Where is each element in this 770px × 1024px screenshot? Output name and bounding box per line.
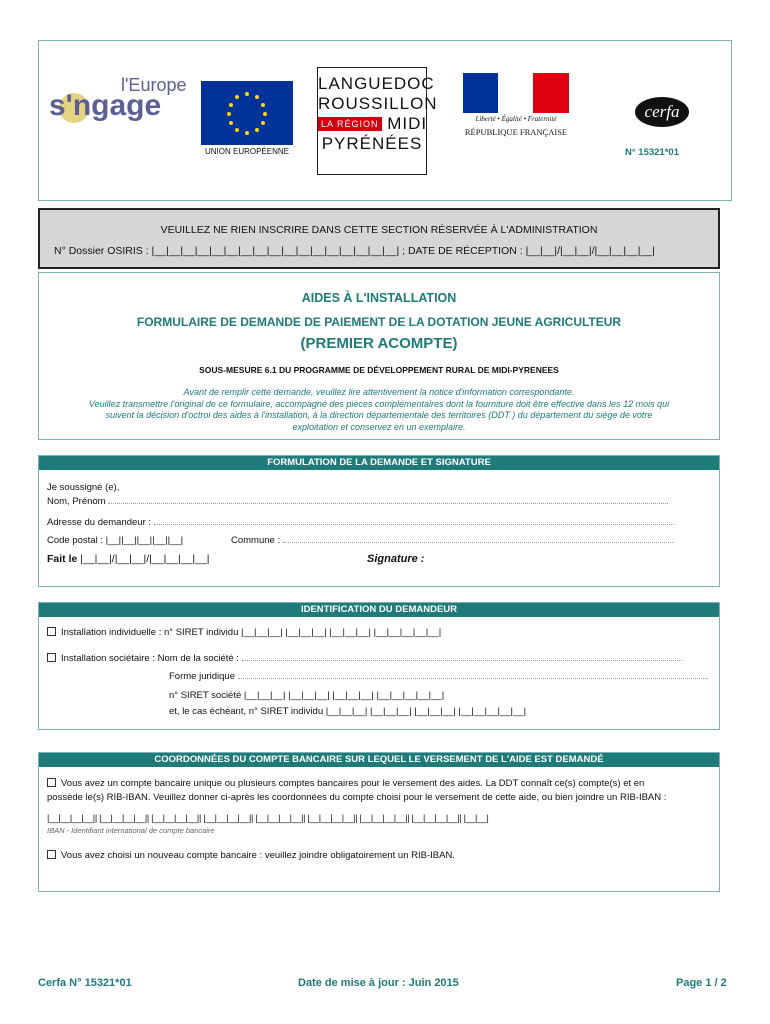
nom-field[interactable]: Nom, Prénom bbox=[47, 496, 668, 507]
bank-option-existing[interactable]: Vous avez un compte bancaire unique ou plusieurs comptes bancaires pour le versement des aides. La DDT connaît ce(s) compte(s) et en bbox=[47, 778, 644, 789]
code-postal-field[interactable]: Code postal : |__||__||__||__||__| bbox=[47, 535, 184, 546]
adresse-field[interactable]: Adresse du demandeur : bbox=[47, 517, 674, 528]
individuelle-checkbox[interactable] bbox=[47, 627, 56, 636]
new-account-checkbox[interactable] bbox=[47, 850, 56, 859]
identification-heading: IDENTIFICATION DU DEMANDEUR bbox=[39, 603, 719, 617]
eu-label: UNION EUROPÉENNE bbox=[204, 147, 289, 156]
societaire-checkbox[interactable] bbox=[47, 653, 56, 662]
forme-juridique-field[interactable]: Forme juridique bbox=[169, 671, 708, 682]
subtitle-mesure: SOUS-MESURE 6.1 DU PROGRAMME DE DÉVELOPPEMENT RURAL DE MIDI-PYRENEES bbox=[199, 365, 559, 375]
cerfa-number: N° 15321*01 bbox=[625, 147, 679, 158]
commune-field[interactable]: Commune : bbox=[231, 535, 673, 546]
footer-cerfa: Cerfa N° 15321*01 bbox=[38, 977, 132, 989]
bank-section bbox=[38, 752, 720, 892]
republique-logo bbox=[457, 73, 575, 143]
footer-page: Page 1 / 2 bbox=[676, 977, 727, 989]
notice-line: Avant de remplir cette demande, veuillez lire attentivement la notice d'information correspondante. bbox=[183, 387, 575, 397]
bank-option-new[interactable]: Vous avez choisi un nouveau compte bancaire : veuillez joindre obligatoirement un RIB-IBAN. bbox=[47, 850, 455, 861]
title-box bbox=[38, 272, 720, 440]
formulation-section bbox=[38, 455, 720, 587]
logos-frame bbox=[38, 40, 732, 201]
region-line-2: ROUSSILLON bbox=[318, 94, 438, 113]
region-logo bbox=[317, 67, 438, 175]
region-badge: LA RÉGION bbox=[318, 117, 382, 131]
title-aides: AIDES À L'INSTALLATION bbox=[301, 291, 457, 305]
iban-caption: IBAN - Identifiant international de compte bancaire bbox=[47, 826, 215, 835]
title-acompte: (PREMIER ACOMPTE) bbox=[300, 335, 458, 352]
individuelle-option[interactable]: Installation individuelle : n° SIRET individu |__|__|__| |__|__|__| |__|__|__| |__|__|__|__|__| bbox=[47, 627, 441, 638]
bank-option-existing-cont: possède le(s) RIB-IBAN. Veuillez donner ci-après les coordonnées du compte choisi pour le versement de cette aide, ou bien joindre un RIB-IBAN : bbox=[47, 792, 667, 803]
notice-line: exploitation et conservez en un exemplaire. bbox=[292, 421, 466, 432]
europe-sengage-top: l'Europe bbox=[121, 75, 187, 95]
marianne-icon bbox=[463, 73, 569, 113]
admin-dossier-fields[interactable]: N° Dossier OSIRIS : |__|__|__|__|__|__|__|__|__|__|__|__|__|__|__|__|__| ; DATE DE RÉCEPTION : |__|__|/|__|__|/|__|__|__|__| bbox=[54, 245, 655, 257]
siret-individu-field[interactable]: et, le cas échéant, n° SIRET individu |__|__|__| |__|__|__| |__|__|__| |__|__|__|__|__| bbox=[169, 706, 527, 717]
region-line-3: LA RÉGION MIDI bbox=[318, 114, 426, 134]
bank-heading: COORDONNÉES DU COMPTE BANCAIRE SUR LEQUEL LE VERSEMENT DE L'AIDE EST DEMANDÉ bbox=[39, 753, 719, 767]
societaire-option[interactable]: Installation sociétaire : Nom de la société : bbox=[47, 653, 682, 664]
notice-line: suivent la décision d'octroi des aides à l'installation, à la direction départementale des territoires (DDT ) du département du siège de votre bbox=[105, 410, 653, 420]
notice-text bbox=[45, 387, 713, 433]
eu-flag-logo bbox=[201, 81, 293, 145]
region-line-1: LANGUEDOC bbox=[318, 74, 435, 93]
iban-field[interactable]: |__|__|__|__|| |__|__|__|__|| |__|__|__|__|| |__|__|__|__|| |__|__|__|__|| |__|__|__|__|| |__|__|__|__|| |__|__|__|__|| |__|__| bbox=[47, 813, 489, 823]
siret-societe-field[interactable]: n° SIRET société |__|__|__| |__|__|__| |__|__|__| |__|__|__|__|__| bbox=[169, 690, 445, 701]
region-line-4: PYRÉNÉES bbox=[321, 134, 423, 153]
eu-stars-icon bbox=[201, 81, 293, 145]
admin-section bbox=[38, 208, 720, 269]
republic-name: RÉPUBLIQUE FRANÇAISE bbox=[464, 127, 568, 137]
fait-le-field[interactable]: Fait le |__|__|/|__|__|/|__|__|__|__| bbox=[47, 553, 210, 565]
cerfa-logo: cerfa bbox=[635, 97, 689, 127]
formulation-heading: FORMULATION DE LA DEMANDE ET SIGNATURE bbox=[39, 456, 719, 470]
admin-notice: VEUILLEZ NE RIEN INSCRIRE DANS CETTE SECTION RÉSERVÉE À L'ADMINISTRATION bbox=[160, 224, 598, 236]
notice-line: Veuillez transmettre l'original de ce formulaire, accompagné des pièces complémentaires dont la fourniture doit être effective dans les 12 mois qui bbox=[88, 398, 670, 409]
europe-sengage-word: s'ngage bbox=[49, 89, 162, 122]
footer-date: Date de mise à jour : Juin 2015 bbox=[298, 977, 459, 989]
republic-motto: Liberté • Égalité • Fraternité bbox=[475, 115, 557, 123]
identification-section bbox=[38, 602, 720, 730]
title-formulaire: FORMULAIRE DE DEMANDE DE PAIEMENT DE LA DOTATION JEUNE AGRICULTEUR bbox=[136, 315, 622, 329]
soussigne-label: Je soussigné (e), bbox=[47, 482, 120, 493]
signature-label: Signature : bbox=[367, 553, 425, 565]
europe-sengage-logo bbox=[49, 71, 189, 141]
existing-account-checkbox[interactable] bbox=[47, 778, 56, 787]
